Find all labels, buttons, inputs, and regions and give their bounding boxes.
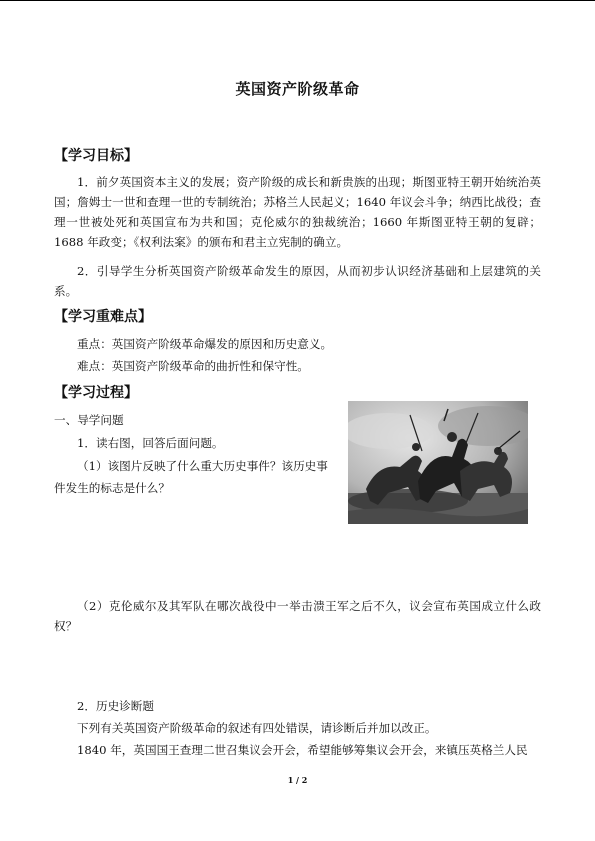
heading-learning-process: 【学习过程】 [54,385,138,401]
question-1-1-line-2: 件发生的标志是什么？ [54,481,170,495]
difficult-point-text: 难点：英国资产阶级革命的曲折性和保守性。 [77,359,309,373]
question-2: 2．历史诊断题 [77,699,154,713]
question-2-text: 1840 年，英国国王查理二世召集议会开会，希望能够筹集议会开会，来镇压英格兰人民 [77,743,528,757]
key-point-text: 重点：英国资产阶级革命爆发的原因和历史意义。 [77,337,333,351]
question-1-2: （2）克伦威尔及其军队在哪次战役中一举击溃王军之后不久，议会宣布英国成立什么政权？ [54,599,541,633]
battle-illustration [348,401,528,524]
part-one-label: 一、导学问题 [54,413,124,427]
heading-learning-goals: 【学习目标】 [54,148,138,164]
page-top-rule [0,0,595,1]
document-title: 英国资产阶级革命 [235,80,360,98]
goal-paragraph-2: 2．引导学生分析英国资产阶级革命发生的原因，从而初步认识经济基础和上层建筑的关系。 [54,264,541,298]
question-1: 1．读右图，回答后面问题。 [77,436,224,450]
page-number: 1 / 2 [287,775,308,785]
question-2-intro: 下列有关英国资产阶级革命的叙述有四处错误，请诊断后并加以改正。 [77,721,437,735]
question-1-1-line-1: （1）该图片反映了什么重大历史事件？该历史事 [77,459,328,473]
heading-key-points: 【学习重难点】 [54,309,152,325]
goal-paragraph-1: 1．前夕英国资本主义的发展；资产阶级的成长和新贵族的出现；斯图亚特王朝开始统治英国；詹姆士一世和查理一世的专制统治；苏格兰人民起义；1640 年议会斗争；纳西比战役；查理一世被处死和英国宣布为共和国；克伦威尔的独裁统治；1660 年斯图亚特王朝的复辟；1688 年政变；《权利法案》的颁布和君主立宪制的确立。 [54,175,541,249]
